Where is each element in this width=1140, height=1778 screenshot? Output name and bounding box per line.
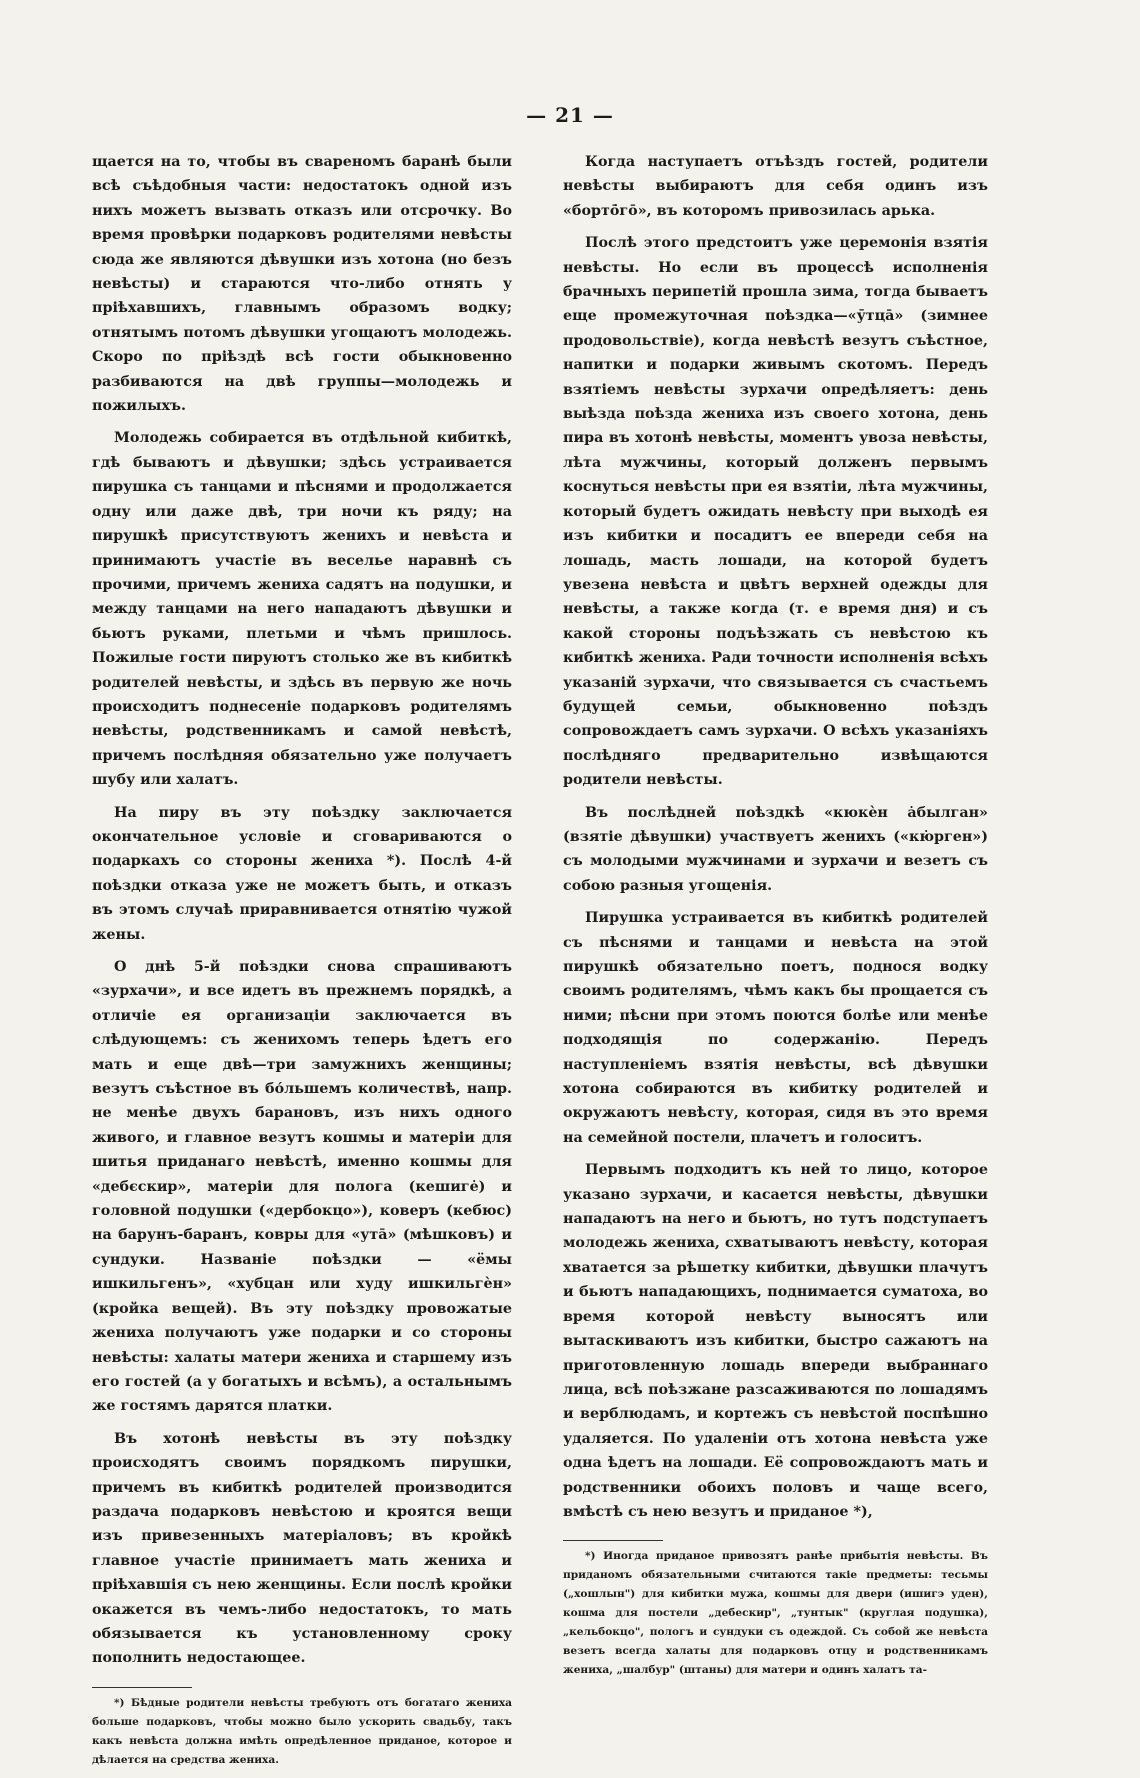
paragraph: Пирушка устраивается въ кибиткѣ родителей съ пѣснями и танцами и невѣста на этой пирушкѣ обязательно поетъ, поднося водку своимъ родителямъ, чѣмъ какъ бы прощается съ ними; пѣсни при этомъ поются болѣе или менѣе подходящія по содержанію. Передъ наступленіемъ взятія невѣсты, всѣ дѣвушки хотона собираются въ кибитку родителей и окружаютъ невѣсту, которая, сидя въ это время на семейной постели, плачетъ и голоситъ. [563,910,988,1146]
paragraph: Послѣ этого предстоитъ уже церемонія взятія невѣсты. Но если въ процессѣ исполненія брачныхъ перипетій прошла зима, тогда бываетъ еще промежуточная поѣздка—«ӯтцā» (зимнее продовольствіе), когда невѣстѣ везутъ съѣстное, напитки и подарки живымъ скотомъ. Передъ взятіемъ невѣсты зурхачи опредѣляетъ: день выѣзда поѣзда жениха изъ своего хотона, день пира въ хотонѣ невѣсты, моментъ увоза невѣсты, лѣта мужчины, который долженъ первымъ коснуться невѣсты при ея взятіи, лѣта мужчины, который будетъ ожидать невѣсту при выходѣ ея изъ кибитки и посадитъ ее впереди себя на лошадь, масть лошади, на которой будетъ увезена невѣста и цвѣтъ верхней одежды для невѣсты, а также когда (т. е время дня) и съ какой стороны подъѣзжать съ невѣстою къ кибиткѣ жениха. Ради точности исполненія всѣхъ указаній зурхачи, что связывается съ счастьемъ будущей семьи, обыкновенно поѣздъ сопровождаетъ самъ зурхачи. О всѣхъ указаніяхъ послѣдняго предварительно извѣщаются родители невѣсты. [563,235,988,789]
paragraph: О днѣ 5-й поѣздки снова спрашиваютъ «зурхачи», и все идетъ въ прежнемъ порядкѣ, а отличіе ея организаціи заключается въ слѣдующемъ: съ женихомъ теперь ѣдетъ его мать и еще двѣ—три замужнихъ женщины; везутъ съѣстное въ бо́льшемъ количествѣ, напр. не менѣе двухъ барановъ, изъ нихъ одного живого, и главное везутъ кошмы и матеріи для шитья приданаго невѣстѣ, именно кошмы для «дебєскир», матеріи для полога (кешиге̇) и головной подушки («дербокцо»), коверъ (кебюс) на барунъ-баранъ, ковры для «утā» (мѣшковъ) и сундуки. Названіе поѣздки — «ёмы ишкильгенъ», «хубцан или худу ишкильгѐн» (кройка вещей). Въ эту поѣздку провожатые жениха получаютъ уже подарки и со стороны невѣсты: халаты матери жениха и старшему изъ его гостей (а у богатыхъ и всѣмъ), а остальнымъ же гостямъ дарятся платки. [92,959,512,1415]
footnote: *) Бѣдные родители невѣсты требуютъ отъ богатаго жениха больше подарковъ, чтобы можно было ускорить свадьбу, такъ какъ невѣста должна имѣть опредѣленное приданое, которое и дѣлается на средства жениха. [92,1696,512,1766]
right-column [563,150,988,1688]
footnote-divider [563,1540,663,1541]
paragraph: Первымъ подходитъ къ ней то лицо, которое указано зурхачи, и касается невѣсты, дѣвушки нападаютъ на него и бьютъ, но тутъ подступаетъ молодежь жениха, схватываютъ невѣсту, которая хватается за рѣшетку кибитки, дѣвушки плачутъ и бьютъ нападающихъ, поднимается суматоха, во время которой невѣсту выносятъ или вытаскиваютъ изъ кибитки, быстро сажаютъ на приготовленную лошадь впереди выбраннаго лица, всѣ поѣзжане разсаживаются по лошадямъ и верблюдамъ, и кортежъ съ невѣстой поспѣшно удаляется. По удаленіи отъ хотона невѣста уже одна ѣдетъ на лошади. Её сопровождаютъ мать и родственники обоихъ половъ и чаще всего, вмѣстѣ съ нею везутъ и приданое *), [563,1162,988,1520]
footnote-divider [92,1687,192,1688]
left-column [92,150,512,1778]
footnote: *) Иногда приданое привозятъ ранѣе прибытія невѣсты. Въ приданомъ обязательными считаются такіе предметы: тесьмы („хошлын") для кибитки мужа, кошмы для двери (ишигэ уден), кошма для постели „дебескир", „тунтык" (круглая подушка), „кельбокцо", пологъ и сундуки съ одеждой. Съ собой же невѣста везетъ всегда халаты для подарковъ отцу и родственникамъ жениха, „шалбур" (штаны) для матери и одинъ халатъ та- [563,1550,988,1677]
paragraph: Въ послѣдней поѣздкѣ «кюкѐн а̇былган» (взятіе дѣвушки) участвуетъ женихъ («кю̇рген») съ молодыми мужчинами и зурхачи и везетъ съ собою разныя угощенія. [563,804,988,894]
paragraph: щается на то, чтобы въ свареномъ баранѣ были всѣ съѣдобныя части: недостатокъ одной изъ нихъ можетъ вызвать отказъ или отсрочку. Во время провѣрки подарковъ родителями невѣсты сюда же являются дѣвушки изъ хотона (но безъ невѣсты) и стараются что-либо отнять у пріѣхавшихъ, главнымъ образомъ водку; отнятымъ потомъ дѣвушки угощаютъ молодежь. Скоро по пріѣздѣ всѣ гости обыкновенно разбиваются на двѣ группы—молодежь и пожилыхъ. [92,154,512,415]
page-number: — 21 — [526,103,614,127]
paragraph: Молодежь собирается въ отдѣльной кибиткѣ, гдѣ бываютъ и дѣвушки; здѣсь устраивается пирушка съ танцами и пѣснями и продолжается одну или даже двѣ, три ночи къ ряду; на пирушкѣ присутствуютъ женихъ и невѣста и принимаютъ участіе въ веселье наравнѣ съ прочими, причемъ жениха садятъ на подушки, и между танцами на него нападаютъ дѣвушки и бьютъ руками, плетьми и чѣмъ пришлось. Пожилые гости пируютъ столько же въ кибиткѣ родителей невѣсты, и здѣсь въ первую же ночь происходитъ поднесеніе подарковъ родителямъ невѣсты, родственникамъ и самой невѣстѣ, причемъ послѣдняя обязательно уже получаетъ шубу или халатъ. [92,430,512,789]
paragraph: Когда наступаетъ отъѣздъ гостей, родители невѣсты выбираютъ для себя одинъ изъ «бортō̇гō», въ которомъ привозилась арька. [563,154,988,219]
paragraph: Въ хотонѣ невѣсты въ эту поѣздку происходятъ своимъ порядкомъ пирушки, причемъ въ кибиткѣ родителей производится раздача подарковъ невѣстою и кроятся вещи изъ привезенныхъ матеріаловъ; въ кройкѣ главное участіе принимаетъ мать жениха и пріѣхавшія съ нею женщины. Если послѣ кройки окажется въ чемъ-либо недостатокъ, то мать обязывается къ установленному сроку пополнить недостающее. [92,1430,512,1667]
paragraph: На пиру въ эту поѣздку заключается окончательное условіе и сговариваются о подаркахъ со стороны жениха *). Послѣ 4-й поѣздки отказа уже не можетъ быть, и отказъ въ этомъ случаѣ приравнивается отнятію чужой жены. [92,804,512,943]
